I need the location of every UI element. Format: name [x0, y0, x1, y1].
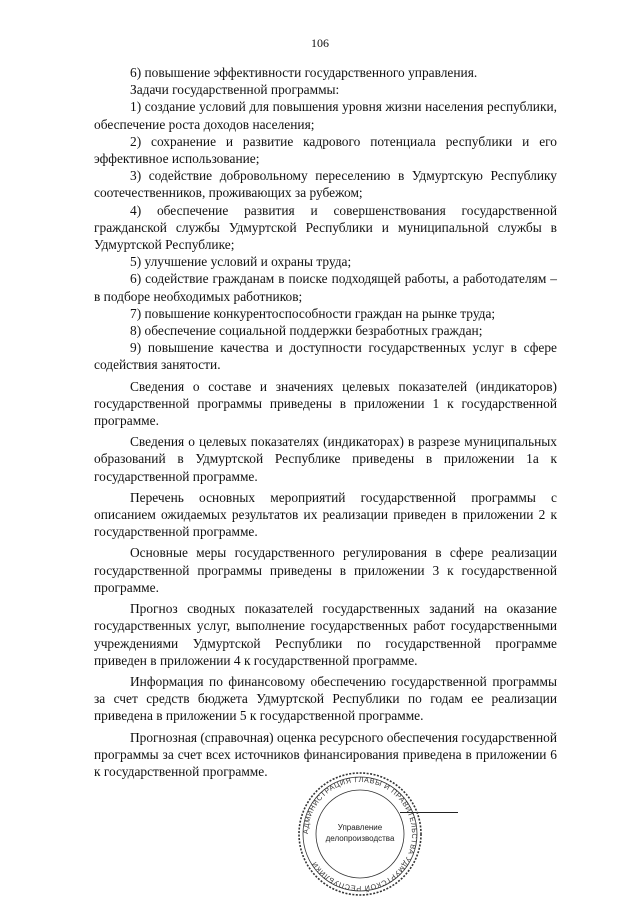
- paragraph: Перечень основных мероприятий государственной программы с описанием ожидаемых результатов их реализации приведен в приложении 2 к государственной программе.: [94, 489, 557, 540]
- document-body: [94, 64, 557, 780]
- paragraph: Информация по финансовому обеспечению государственной программы за счет средств бюджета Удмуртской Республики по годам ее реализации приведена в приложении 5 к государственной программе.: [94, 673, 557, 724]
- paragraph: 5) улучшение условий и охраны труда;: [130, 254, 352, 270]
- paragraph: 4) обеспечение развития и совершенствования государственной гражданской службы Удмуртской Республики и муниципальной службы в Удмуртской Республике;: [94, 202, 557, 253]
- page-number: 106: [311, 36, 329, 50]
- paragraph: 2) сохранение и развитие кадрового потенциала республики и его эффективное использование;: [94, 133, 557, 167]
- paragraph: Задачи государственной программы:: [130, 82, 340, 98]
- seal-center-line2: делопроизводства: [325, 834, 395, 843]
- seal-ring-text: АДМИНИСТРАЦИЯ ГЛАВЫ И ПРАВИТЕЛЬСТВА УДМУРТСКОЙ РЕСПУБЛИКИ: [300, 774, 420, 894]
- paragraph: Основные меры государственного регулирования в сфере реализации государственной программы приведены в приложении 3 к государственной программе.: [94, 545, 557, 595]
- paragraph: 1) создание условий для повышения уровня жизни населения республики, обеспечение роста доходов населения;: [94, 99, 557, 132]
- paragraph: 6) содействие гражданам в поиске подходящей работы, а работодателям – в подборе необходимых работников;: [94, 271, 557, 304]
- paragraph: 6) повышение эффективности государственного управления.: [130, 65, 478, 80]
- paragraph: Сведения о составе и значениях целевых показателей (индикаторов) государственной программы приведены в приложении 1 к государственной программе.: [94, 378, 557, 429]
- paragraph: Прогноз сводных показателей государственных заданий на оказание государственных услуг, выполнение государственных работ государственными учреждениями Удмуртской Республики по государственной программе приведен в приложении 4 к государственной программе.: [94, 601, 557, 668]
- seal-center-line1: Управление: [337, 823, 383, 832]
- paragraph: Сведения о целевых показателях (индикаторах) в разрезе муниципальных образований в Удмуртской Республике приведены в приложении 1а к государственной программе.: [94, 434, 557, 484]
- paragraph: Прогнозная (справочная) оценка ресурсного обеспечения государственной программы за счет всех источников финансирования приведена в приложении 6 к государственной программе.: [94, 729, 557, 779]
- paragraph: 8) обеспечение социальной поддержки безработных граждан;: [130, 323, 483, 339]
- official-seal-stamp: [296, 770, 424, 898]
- paragraph: 9) повышение качества и доступности государственных услуг в сфере содействия занятости.: [94, 340, 557, 373]
- paragraph: 7) повышение конкурентоспособности граждан на рынке труда;: [130, 305, 496, 321]
- paragraph: 3) содействие добровольному переселению в Удмуртскую Республику соотечественников, проживающих за рубежом;: [94, 168, 557, 201]
